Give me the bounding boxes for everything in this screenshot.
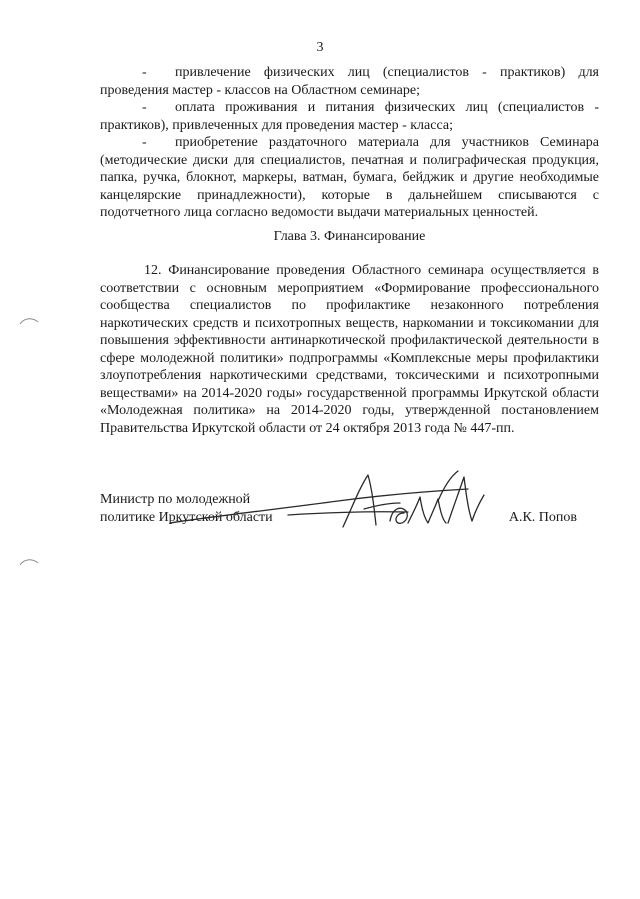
list-item	[100, 64, 599, 99]
scan-artifact-icon	[18, 557, 40, 567]
scan-artifact-icon	[18, 316, 40, 326]
list-item-text: привлечение физических лиц (специалистов - практиков) для проведения мастер - классов на Областном семинаре;	[100, 65, 599, 98]
handwritten-signature	[168, 465, 498, 535]
list-item-text: оплата проживания и питания физических лиц (специалистов - практиков), привлеченных для проведения мастер - класса;	[100, 100, 599, 133]
clause-paragraph: 12. Финансирование проведения Областного семинара осуществляется в соответствии с основным мероприятием «Формирование профессионального сообщества специалистов по профилактике незаконного потребления наркотических средств и психотропных веществ, наркомании и токсикомании для повышения эффективности антинаркотической профилактической деятельности в сфере молодежной политики» подпрограммы «Комплексные меры профилактики злоупотребления наркотическими средствами, токсическими и психотропными веществами» на 2014-2020 годы» государственной программы Иркутской области «Молодежная политика» на 2014-2020 годы, утвержденной постановлением Правительства Иркутской области от 24 октября 2013 года № 447-пп.	[100, 263, 599, 436]
signatory-title-line: Министр по молодежной	[100, 492, 251, 507]
list-dash: -	[142, 65, 147, 80]
list-item	[100, 99, 599, 134]
signatory-title-line: политике Иркутской области	[100, 510, 273, 525]
page-number: 3	[316, 40, 324, 55]
document-body	[100, 64, 599, 451]
signatory-name: А.К. Попов	[508, 510, 577, 525]
list-item	[100, 134, 599, 222]
list-item-text: приобретение раздаточного материала для участников Семинара (методические диски для специалистов, печатная и полиграфическая продукция, папка, ручка, блокнот, маркеры, ватман, бумага, бейджик и другие необходимые канцелярские принадлежности), которые в дальнейшем списываются с подотчетного лица согласно ведомости выдачи материальных ценностей.	[100, 135, 599, 220]
chapter-heading: Глава 3. Финансирование	[273, 228, 426, 244]
list-dash: -	[142, 100, 147, 115]
list-dash: -	[142, 135, 147, 150]
